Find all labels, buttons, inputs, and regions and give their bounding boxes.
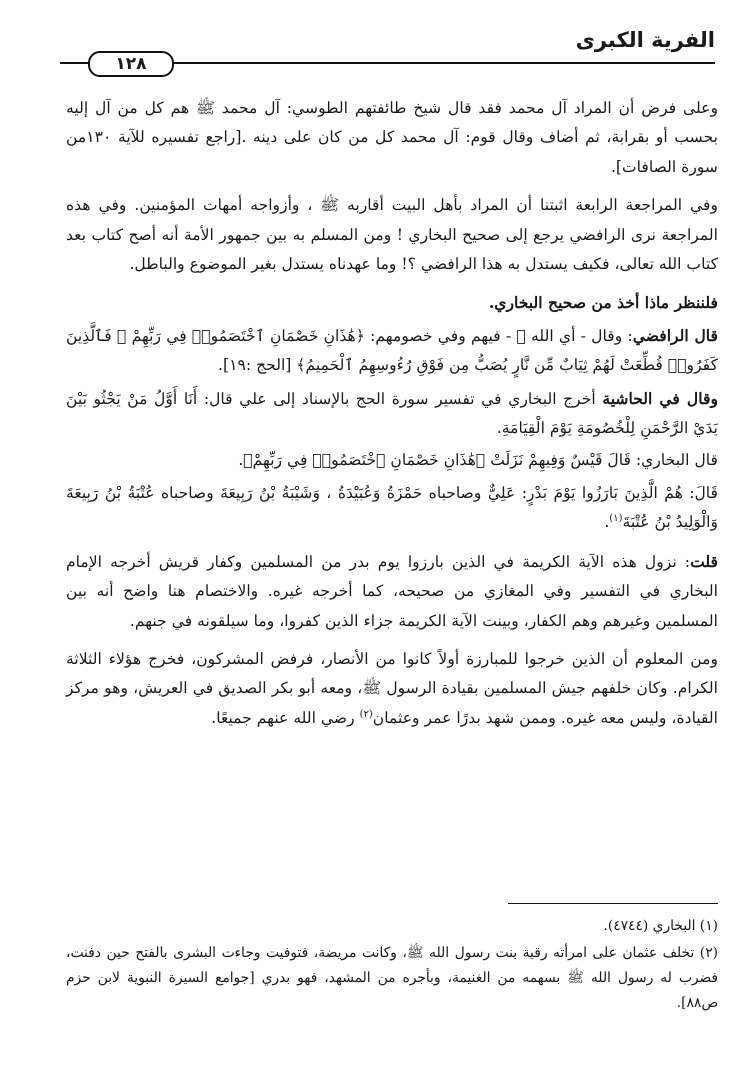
footnote: (١) البخاري (٤٧٤٤). xyxy=(603,918,718,934)
speaker-label: قال الرافضي xyxy=(632,325,718,345)
paragraph-text: ومن المعلوم أن الذين خرجوا للمبارزة أولاً كانوا من الأنصار، فرفض المشركون، فخرج هؤلاء الثلاثة الكرام. وكان خلفهم جيش المسلمين بقيادة الرسول ﷺ، ومعه أبو بكر الصديق في العريش، وهو مركز القيادة، وليس معه غيره. وممن شهد بدرًا عمر وعثمان xyxy=(66,649,718,727)
paragraph-text: قَالَ: هُمْ الَّذِينَ بَارَزُوا يَوْمَ بَدْرٍ: عَلِيٌّ وصاحباه حَمْزَةُ وَعُبَيْدَةُ ، وَشَيْبَةُ بْنُ رَبِيعَةَ وصاحباه عُتْبَةُ بْنُ رَبِيعَةَ وَالْوَلِيدُ بْنُ عُتْبَةَ xyxy=(66,483,718,532)
paragraph: وفي المراجعة الرابعة اثبتنا أن المراد بأهل البيت أقاربه ﷺ ، وأزواجه أمهات المؤمنين. وفي هذه المراجعة نرى الرافضي يرجع إلى صحيح البخاري ! ومن المسلم به بين جمهور الأمة أنه أصح كتاب بعد كتاب الله تعالى، فكيف يستدل به هذا الرافضي ؟! وما عهدناه يستدل بغير الموضوع والباطل. xyxy=(66,196,718,274)
paragraph: وعلى فرض أن المراد آل محمد فقد قال شيخ طائفتهم الطوسي: آل محمد ﷺ هم كل من آل إليه بحسب أو بقرابة، ثم أضاف وقال قوم: آل محمد كل من كان على دينه .[راجع تفسيره للآية ١٣٠من سورة الصافات]. xyxy=(66,99,718,176)
paragraph-text: رضي الله عنهم جميعًا. xyxy=(211,708,360,727)
speaker-label: وقال في الحاشية xyxy=(602,388,718,408)
footnotes xyxy=(66,914,718,1018)
footnote-marker: (١) xyxy=(609,513,623,525)
paragraph-text: أخرج البخاري في تفسير سورة الحج بالإسناد إلى علي قال: أَنَا أَوَّلُ مَنْ يَجْثُو بَيْنَ يَدَيْ الرَّحْمَنِ لِلْخُصُومَةِ يَوْمَ الْقِيَامَةِ. xyxy=(66,389,718,438)
paragraph: قال البخاري: قَالَ قَيْسٌ وَفِيهِمْ نَزَلَتْ ﴿هَٰذَانِ خَصْمَانِ ٱخْتَصَمُوا۟ فِي رَبِّهِمْ﴾. xyxy=(238,451,718,470)
paragraph xyxy=(66,384,718,444)
footnote-separator xyxy=(508,903,718,904)
paragraph xyxy=(66,321,718,381)
paragraph-text: : وقال - أي الله ﷻ - فيهم وفي خصومهم: ﴿هَٰذَانِ خَصْمَانِ ٱخْتَصَمُوا۟ فِي رَبِّهِمْ ۖ فَٱلَّذِينَ كَفَرُوا۟ قُطِّعَتْ لَهُمْ ثِيَابٌ مِّن نَّارٍ يُصَبُّ مِن فَوْقِ رُءُوسِهِمُ ٱلْحَمِيمُ﴾ [الحج :١٩]. xyxy=(66,326,718,375)
main-text xyxy=(66,94,718,742)
footnote-marker: (٢) xyxy=(359,708,373,720)
paragraph xyxy=(66,547,718,636)
book-title: الفرية الكبرى xyxy=(575,28,715,52)
page-number: ١٢٨ xyxy=(88,51,174,77)
speaker-label: قلت xyxy=(690,551,718,571)
paragraph xyxy=(66,479,718,538)
paragraph-text: : نزول هذه الآية الكريمة في الذين بارزوا يوم بدر من المسلمين وكفار قريش أخرجه الإمام البخاري في التفسير وفي المغازي من صحيحه، كما أخرجه غيره. والاختصام هنا واضح أنه بين المسلمين وغيرهم وهم الكفار، وبينت الآية الكريمة جزاء الذين كفروا، وما سيلقونه في جنهم. xyxy=(66,552,718,630)
paragraph xyxy=(66,645,718,733)
page-header xyxy=(60,22,715,82)
paragraph-text: . xyxy=(604,513,610,532)
section-heading: فلننظر ماذا أخذ من صحيح البخاري. xyxy=(488,293,718,313)
footnote: (٢) تخلف عثمان على امرأته رقية بنت رسول الله ﷺ، وكانت مريضة، فتوفيت وجاءت البشرى بالفتح حين دفنت، فضرب له رسول الله ﷺ بسهمه من الغنيمة، وبأجره من المشهد، فهو بدري [جوامع السيرة النبوية لابن حزم ص٨٨]. xyxy=(66,945,718,1011)
